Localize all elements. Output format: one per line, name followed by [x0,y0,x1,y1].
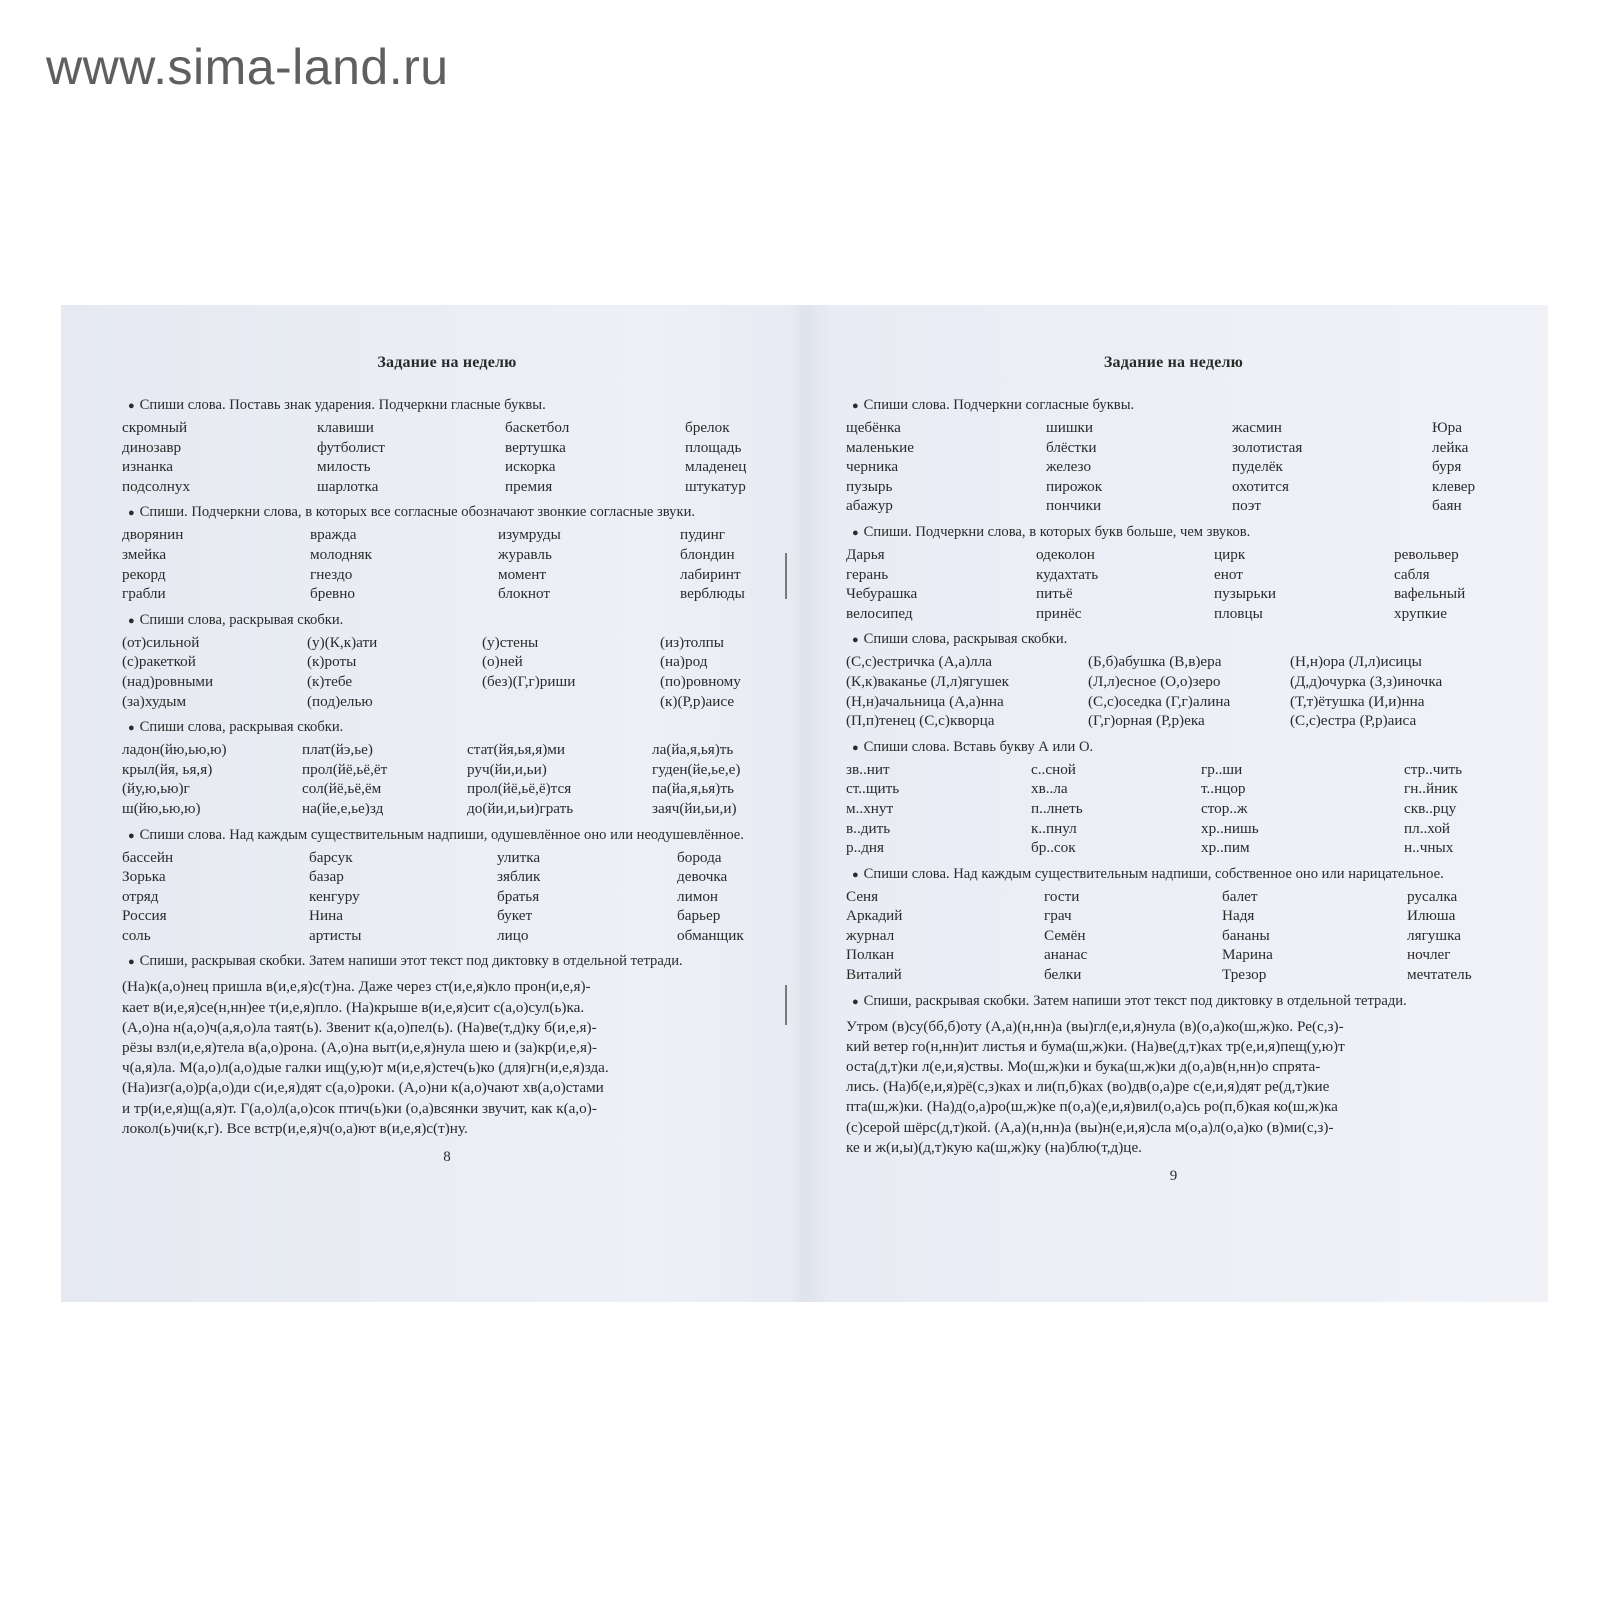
word-item: сабля [1394,565,1430,583]
word-item: (Т,т)ётушка (И,и)нна [1290,692,1425,710]
word-item: абажур [846,497,893,515]
word-item: (с)ракеткой [122,653,196,671]
word-item: (П,п)тенец (С,с)кворца [846,712,995,730]
instruction-text: Спиши слова, раскрывая скобки. [139,719,344,736]
exercise-instruction [122,953,772,971]
word-item: с..сной [1031,760,1076,778]
word-item: бр..сок [1031,839,1076,857]
exercise-block [122,504,772,603]
word-item: отряд [122,887,159,905]
word-item: Трезор [1222,966,1267,984]
word-item: (С,с)естра (Р,р)аиса [1290,712,1417,730]
word-item: (к)роты [307,653,357,671]
word-item: букет [497,907,533,925]
word-item: бананы [1222,926,1270,944]
spine-mark [785,553,787,599]
page-title: Задание на неделю [1103,354,1244,371]
bullet-icon: ● [852,634,859,647]
word-item: (С,с)оседка (Г,г)алина [1088,692,1231,710]
word-item: на(йе,е,ье)зд [302,799,384,817]
word-item: гр..ши [1201,760,1243,778]
word-item: балет [1222,887,1258,905]
exercise-block [846,993,1501,1158]
word-item: футболист [317,438,385,456]
task-list [122,397,772,1139]
spine-mark [785,985,787,1025]
word-item: Полкан [846,946,894,964]
word-item: енот [1214,565,1243,583]
word-item: питьё [1036,585,1073,603]
instruction-text: Спиши слова, раскрывая скобки. [139,611,344,628]
word-item: пуделёк [1232,458,1283,476]
word-item: Марина [1222,946,1273,964]
bullet-icon: ● [852,868,859,881]
site-watermark: www.sima-land.ru [46,39,449,95]
word-item: зяблик [497,868,541,886]
word-item: прол(йё,ьё,ёт [302,760,388,778]
word-item: (на)род [660,653,708,671]
word-item: Аркадий [846,907,903,925]
word-item: охотится [1232,477,1289,495]
word-item: кудахтать [1036,565,1099,583]
word-item: блёстки [1046,438,1097,456]
word-item: поэт [1232,497,1262,515]
instruction-text: Спиши. Подчеркни слова, в которых букв больше, чем звуков. [863,523,1251,540]
exercise-block [846,866,1501,985]
exercise-block [846,397,1501,516]
word-item: т..нцор [1201,780,1246,798]
word-grid [122,418,772,496]
word-item: Юра [1432,419,1462,436]
word-item: барьер [677,907,721,925]
word-item: пузырь [846,477,893,495]
word-grid [122,633,772,711]
instruction-text: Спиши. Подчеркни слова, в которых все согласные обозначают звонкие согласные звуки. [139,504,696,521]
word-item: баян [1432,497,1462,515]
word-item: кенгуру [309,887,360,905]
word-item: п..лнеть [1031,799,1083,817]
word-grid [846,652,1501,730]
word-item: верблюды [680,585,745,603]
exercise-instruction [122,397,772,415]
word-item: щебёнка [846,419,901,436]
word-item: цирк [1214,545,1246,563]
word-item: буря [1432,458,1462,476]
word-item: ананас [1044,946,1088,964]
word-grid [846,545,1501,623]
word-item: зв..нит [846,760,890,778]
bullet-icon: ● [128,614,135,627]
word-item: артисты [309,926,362,944]
word-item: премия [505,477,553,495]
exercise-block [122,612,772,711]
word-item: молодняк [310,545,372,563]
exercise-block [846,631,1501,730]
word-item: площадь [685,438,742,456]
word-item: золотистая [1232,438,1303,456]
instruction-text: Спиши слова. Подчеркни согласные буквы. [863,397,1135,413]
word-item: н..чных [1404,839,1454,857]
word-item: блондин [680,545,735,563]
word-item: к..пнул [1031,819,1077,837]
word-grid [122,525,772,603]
word-item: стор..ж [1201,799,1248,817]
word-item: заяч(йи,ьи,и) [652,799,737,817]
word-item: стр..чить [1404,760,1463,778]
exercise-instruction [846,397,1501,415]
bullet-icon: ● [852,995,859,1008]
word-item: до(йи,и,ьи)грать [467,799,574,817]
word-item: (под)елью [307,692,373,710]
word-item: маленькие [846,438,915,456]
word-item: (из)толпы [660,633,724,651]
exercise-instruction [846,631,1501,649]
bullet-icon: ● [128,722,135,735]
word-item: принёс [1036,604,1082,622]
word-item: (у)стены [482,633,539,651]
word-item: пирожок [1046,477,1103,495]
word-item: прол(йё,ьё,ё)тся [467,780,572,798]
word-item: ладон(йю,ью,ю) [122,741,227,759]
word-item: Семён [1044,926,1086,944]
word-grid [122,848,772,946]
word-item: журнал [846,926,895,944]
word-item: (йу,ю,ью)г [122,780,190,798]
word-item: Зорька [122,868,166,886]
word-item [482,692,660,712]
word-item: клевер [1432,477,1476,495]
page-left [122,305,772,1302]
word-item: изумруды [498,526,561,544]
word-item: стат(йя,ья,я)ми [467,741,566,759]
exercise-block [846,524,1501,623]
word-item: лабиринт [680,565,741,583]
word-item: хрупкие [1394,604,1447,622]
word-item: вафельный [1394,585,1466,603]
word-item: Надя [1222,907,1255,925]
word-item: русалка [1407,887,1458,905]
word-item: (Б,б)абушка (В,в)ера [1088,653,1222,671]
instruction-text: Спиши слова. Над каждым существительным надпиши, собственное оно или нарицательное. [863,865,1444,882]
word-grid [846,887,1501,985]
word-item: бревно [310,585,355,603]
word-item: гнездо [310,565,353,583]
word-item: пловцы [1214,604,1263,622]
word-item: одеколон [1036,545,1095,563]
word-item: дворянин [122,526,184,544]
word-item: Россия [122,907,167,925]
word-item: барсук [309,848,353,866]
instruction-text: Спиши, раскрывая скобки. Затем напиши этот текст под диктовку в отдельной тетради. [863,992,1407,1009]
exercise-instruction [846,739,1501,757]
word-item: изнанка [122,458,174,476]
word-grid [846,760,1501,858]
word-item: обманщик [677,926,744,944]
word-item: хр..нишь [1201,819,1259,837]
exercise-block [122,719,772,818]
word-item: м..хнут [846,799,894,817]
word-item: (от)сильной [122,633,200,651]
instruction-text: Спиши слова. Вставь букву А или О. [863,738,1094,755]
word-item: (Л,л)есное (О,о)зеро [1088,672,1221,690]
word-item: вертушка [505,438,566,456]
word-item: (к)(Р,р)аисе [660,692,735,710]
exercise-instruction [122,719,772,737]
page-title: Задание на неделю [377,354,517,371]
word-item: шарлотка [317,477,379,495]
word-item: Сеня [846,887,879,905]
word-item: (без)(Г,г)риши [482,672,576,690]
word-item: грач [1044,907,1072,925]
word-item: в..дить [846,819,891,837]
word-item: ш(йю,ью,ю) [122,799,201,817]
word-item: гости [1044,887,1080,905]
exercise-block [122,397,772,496]
word-item: лягушка [1407,926,1461,944]
bullet-icon: ● [852,526,859,539]
word-item: блокнот [498,585,551,603]
word-item: пудинг [680,526,725,544]
word-grid [846,418,1501,516]
word-item: вражда [310,526,357,544]
word-item: лейка [1432,438,1469,456]
word-item: скв..рцу [1404,799,1457,817]
word-item: пузырьки [1214,585,1276,603]
exercise-instruction [846,993,1501,1011]
word-item: жасмин [1232,419,1282,436]
exercise-block [846,739,1501,858]
word-item: револьвер [1394,545,1459,563]
word-item: девочка [677,868,728,886]
word-item: (у)(К,к)ати [307,633,378,651]
word-item: (по)ровному [660,672,741,690]
word-grid [122,740,772,818]
word-item: (С,с)естричка (А,а)лла [846,653,993,671]
instruction-text: Спиши слова. Поставь знак ударения. Подчеркни гласные буквы. [139,397,546,413]
word-item: герань [846,565,889,583]
exercise-instruction [122,504,772,522]
word-item: (Г,г)орная (Р,р)ека [1088,712,1205,730]
word-item: (Д,д)очурка (З,з)иночка [1290,672,1443,690]
word-item: руч(йи,и,ьи) [467,760,547,778]
word-item: белки [1044,966,1082,984]
word-item: па(йа,я,ья)ть [652,780,734,798]
word-item: Нина [309,907,343,925]
word-item: Илюша [1407,907,1456,925]
page-number: 8 [443,1149,451,1166]
exercise-instruction [122,827,772,845]
word-item: братья [497,887,540,905]
word-item: момент [498,565,547,583]
word-item: р..дня [846,839,885,857]
dictation-text: (На)к(а,о)нец пришла в(и,е,я)с(т)на. Даже через ст(и,е,я)кло прон(и,е,я)- кает в(и,е,я)се(н,нн)ее т(и,е,я)пло. (На)крыше в(и,е,я)сит с(а,о)сул(ь)ка. (А,о)на н(а,о)ч(а,я,о)ла таят(ь). Звенит к(а,о)пел(ь). (На)ве(т,д)ку б(и,е,я)- рёзы взл(и,е,я)тела в(а,о)рона. (А,о)на выт(и,е,я)нула шею и (за)кр(и,е,я)- ч(а,я)ла. М(а,о)л(а,о)дые галки ищ(у,ю)т м(и,е,я)стеч(ь)ко (для)гн(и,е,я)зда. (На)изг(а,о)р(а,о)ди с(и,е,я)дят с(а,о)роки. (А,о)ни к(а,о)чают хв(а,о)стами и тр(и,е,я)щ(а,я)т. Г(а,о)л(а,о)сок птич(ь)ки (о,а)всянки звучит, как к(а,о)- локол(ь)чи(к,г). Все встр(и,е,я)ч(о,а)ют в(и,е,я)с(т)ну. [122,978,609,1137]
word-item: шишки [1046,419,1094,436]
word-item: рекорд [122,565,166,583]
word-item: гн..йник [1404,780,1458,798]
word-item: улитка [497,848,541,866]
word-item: (о)ней [482,653,523,671]
bullet-icon: ● [128,956,135,969]
word-item: пончики [1046,497,1102,515]
word-item: черника [846,458,899,476]
exercise-instruction [846,866,1501,884]
word-item: скромный [122,419,188,436]
word-item: (К,к)ваканье (Л,л)ягушек [846,672,1010,690]
word-item: ст..щить [846,780,900,798]
word-item: штукатур [685,477,746,495]
word-item: лицо [497,926,529,944]
word-item: железо [1046,458,1092,476]
word-item: базар [309,868,344,886]
word-item: соль [122,926,151,944]
bullet-icon: ● [128,400,135,412]
page-number: 9 [1169,1168,1178,1185]
dictation-text: Утром (в)су(бб,б)оту (А,а)(н,нн)а (вы)гл(е,и,я)нула (в)(о,а)ко(ш,ж)ко. Ре(с,з)- кий ветер го(н,нн)ит листья и бума(ш,ж)ки. (На)ве(д,т)ках тр(е,и,я)пещ(у,ю)т оста(д,т)ки л(е,и,я)ствы. Мо(ш,ж)ки и бука(ш,ж)ки д(о,а)в(н,нн)о спрята- лись. (На)б(е,и,я)рё(с,з)ках и ли(п,б)ках (во)дв(о,а)ре с(е,и,я)дят ре(д,т)кие пта(ш,ж)ки. (На)д(о,а)ро(ш,ж)ке п(о,а)(е,и,я)вил(о,а)сь ро(п,б)кая ко(ш,ж)ка (с)серой шёрс(д,т)кой. (А,а)(н,нн)а (вы)н(е,и,я)сла м(о,а)л(о,а)ко (в)ми(с,з)- ке и ж(и,ы)(д,т)кую ка(ш,ж)ку (на)блю(т,д)це. [846,1017,1345,1156]
bullet-icon: ● [852,741,859,754]
bullet-icon: ● [852,400,859,412]
word-item: баскетбол [505,419,570,436]
word-item: гуден(йе,ье,е) [652,760,741,778]
word-item: хв..ла [1031,780,1068,798]
bullet-icon: ● [128,507,135,520]
exercise-instruction [846,524,1501,542]
word-item: крыл(йя, ья,я) [122,760,213,778]
word-item: сол(йё,ьё,ём [302,780,382,798]
word-item: лимон [677,887,719,905]
word-item: бассейн [122,848,174,866]
exercise-instruction [122,612,772,630]
exercise-block [122,827,772,946]
word-item: клавиши [317,419,374,436]
word-item: борода [677,848,722,866]
word-item: Виталий [846,966,902,984]
word-item: подсолнух [122,477,191,495]
word-item: младенец [685,458,747,476]
word-item: мечтатель [1407,966,1472,984]
word-item: хр..пим [1201,839,1250,857]
bullet-icon: ● [128,829,135,842]
word-item: динозавр [122,438,182,456]
instruction-text: Спиши слова, раскрывая скобки. [863,631,1068,648]
word-item: (за)худым [122,692,187,710]
word-item: (Н,н)ора (Л,л)исицы [1290,653,1422,671]
word-item: пл..хой [1404,819,1451,837]
word-item: грабли [122,585,166,603]
word-item: журавль [498,545,552,563]
exercise-block [122,953,772,1139]
word-item: (над)ровными [122,672,214,690]
instruction-text: Спиши слова. Над каждым существительным надпиши, одушевлённое оно или неодушевлённое. [139,826,744,843]
word-item: искорка [505,458,556,476]
word-item: ночлег [1407,946,1451,964]
word-item: Дарья [846,545,885,563]
word-item: плат(йэ,ье) [302,741,373,759]
page-right [846,305,1501,1302]
word-item: змейка [122,545,167,563]
word-item: ла(йа,я,ья)ть [652,741,734,759]
word-item: Чебурашка [846,585,918,603]
word-item: милость [317,458,371,476]
task-list [846,397,1501,1158]
word-item: велосипед [846,604,913,622]
word-item: (к)тебе [307,672,353,690]
word-item: (Н,н)ачальница (А,а)нна [846,692,1004,710]
word-item: брелок [685,419,730,436]
instruction-text: Спиши, раскрывая скобки. Затем напиши этот текст под диктовку в отдельной тетради. [139,953,683,970]
book-spread [61,305,1548,1302]
